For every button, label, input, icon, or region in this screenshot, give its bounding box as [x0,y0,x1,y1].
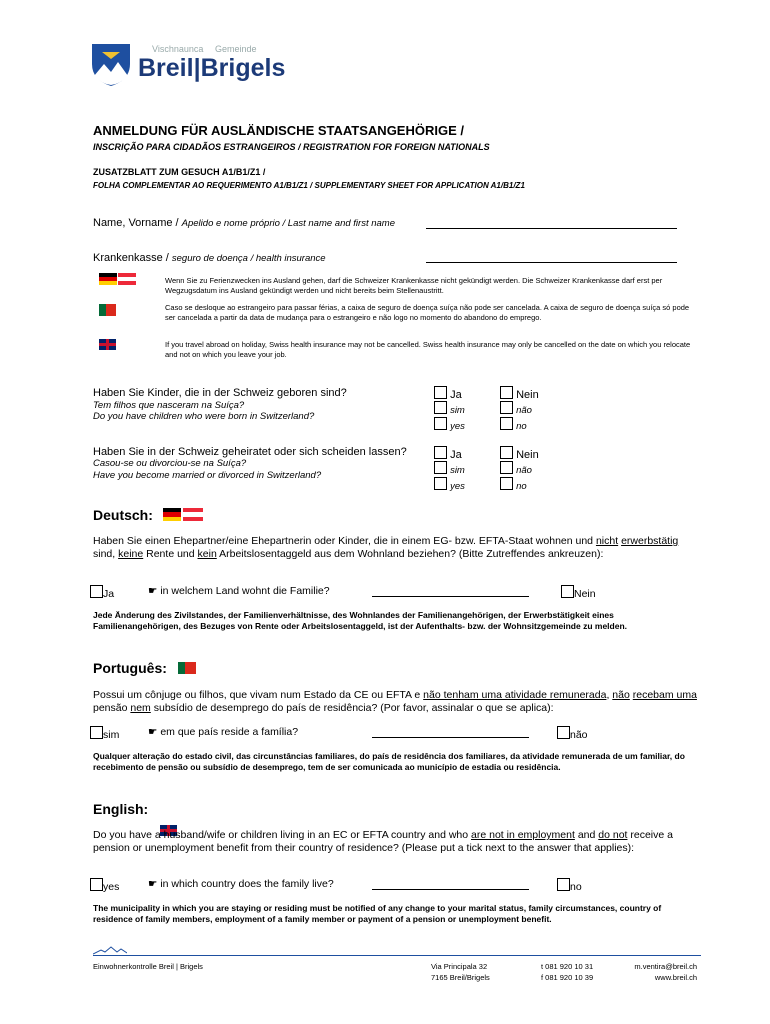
portugues-no-checkbox[interactable] [557,726,570,739]
portugues-notice: Qualquer alteração do estado civil, das circunstâncias familiares, do país de residência dos familiares, da atividade remunerada de um familiar, do recebimento de pensão ou subsídio de desemprego, tem de ser comunicada ao município de estadia ou residência. [93,751,685,772]
q2-no-checkbox[interactable] [500,446,513,459]
footer-divider [93,955,701,956]
note-en: If you travel abroad on holiday, Swiss health insurance may not be cancelled. Swiss health insurance may only be cancelled on the date on which you relocate and not on which you leave your job. [165,340,691,359]
portugues-q-recebam: recebam uma [632,689,697,701]
deutsch-q-keine: keine [118,548,144,560]
deutsch-country-input[interactable] [372,596,529,597]
portugues-q-part3: pensão [93,702,131,714]
q1-yes-en: yes [450,421,465,432]
q2-no-pt: não [516,465,532,476]
footer-fax: f 081 920 10 39 [541,973,594,982]
english-no-checkbox[interactable] [557,878,570,891]
q2-no-en: no [516,481,527,492]
deutsch-q-part4: Arbeitslosentaggeld aus dem Wohnland beziehen? (Bitte Zutreffendes ankreuzen): [216,548,604,560]
q2-no-de: Nein [516,449,539,461]
q1-no-en: no [516,421,527,432]
footer-website[interactable]: www.breil.ch [654,973,697,982]
q1-pt: Tem filhos que nasceram na Suíça? [93,400,245,411]
austrian-flag-icon-2 [183,508,203,521]
insurance-field-label [93,252,326,264]
q2-no-group [500,446,539,493]
deutsch-q-kein: kein [197,548,217,560]
q1-no-group [500,386,539,433]
portugues-q-nao: não tenham uma atividade remunerada [423,689,607,701]
q2-yes-pt: sim [450,465,465,476]
portugues-country-question: ☛ em que país reside a família? [148,726,299,738]
portugues-no-option [557,726,588,741]
deutsch-no-option [561,585,596,600]
deutsch-heading: Deutsch: [93,507,153,523]
q2-de: Haben Sie in der Schweiz geheiratet oder sich scheiden lassen? [93,446,407,458]
english-yes-option [90,878,119,893]
supplement-title: ZUSATZBLATT ZUM GESUCH A1/B1/Z1 / [93,167,266,177]
portugues-q-part4: subsídio de desemprego do país de residência? (Por favor, assinalar o que se aplica): [150,702,554,714]
q1-yes-de: Ja [450,389,462,401]
form-title: ANMELDUNG FÜR AUSLÄNDISCHE STAATSANGEHÖRIGE / [93,123,464,138]
portugues-heading: Português: [93,660,167,676]
q2-yes-de: Ja [450,449,462,461]
deutsch-q-part2: sind, [93,548,119,560]
portugues-q-part2: , [606,689,613,701]
uk-flag-icon [99,339,116,350]
portugues-country-input[interactable] [372,737,529,738]
english-no-label: no [570,881,582,893]
english-yes-label: yes [103,881,120,893]
english-yes-checkbox[interactable] [90,878,103,891]
coat-of-arms-icon [90,42,132,88]
footer-city: 7165 Breil/Brigels [431,973,490,982]
portugues-question [93,689,703,715]
q1-no-checkbox[interactable] [500,386,513,399]
deutsch-country-question: ☛ in welchem Land wohnt die Familie? [148,585,330,597]
logo-name-left: Breil [138,54,194,82]
note-pt: Caso se desloque ao estrangeiro para passar férias, a caixa de seguro de doença suíça não pode ser cancelada. A caixa de seguro de doença suíça só pode ser cancelada a partir da data de mudança para o estrangeiro e não logo no momento do abandono do emprego. [165,303,690,322]
deutsch-q-part3: Rente und [143,548,198,560]
english-q-part1: Do you have a husband/wife or children living in an EC or EFTA country and who [93,829,472,841]
insurance-label-de: Krankenkasse / [93,252,172,264]
q2-yes-group [434,446,465,493]
q1-yes-checkbox[interactable] [434,386,447,399]
german-flag-icon-2 [163,508,181,521]
deutsch-yes-label: Ja [103,588,115,600]
english-country-input[interactable] [372,889,529,890]
deutsch-no-label: Nein [574,588,596,600]
portugues-yes-checkbox[interactable] [90,726,103,739]
english-q-donot: do not [598,829,628,841]
insurance-label-it: seguro de doença / health insurance [171,253,326,264]
q2-en: Have you become married or divorced in Switzerland? [93,470,322,481]
portuguese-flag-icon-2 [178,662,196,674]
deutsch-no-checkbox[interactable] [561,585,574,598]
q2-sim-checkbox[interactable] [434,461,447,474]
q1-en: Do you have children who were born in Switzerland? [93,411,315,422]
english-no-option [557,878,582,893]
logo-name-right: Brigels [200,54,286,82]
name-input-line[interactable] [426,228,677,229]
portugues-q-nem: nem [130,702,151,714]
portuguese-flag-icon [99,304,116,316]
q1-yes-en-checkbox[interactable] [434,417,447,430]
deutsch-yes-option [90,585,114,600]
q2-yes-en-checkbox[interactable] [434,477,447,490]
municipality-logo [90,42,310,88]
q1-de: Haben Sie Kinder, die in der Schweiz geboren sind? [93,387,347,399]
q1-sim-checkbox[interactable] [434,401,447,414]
english-country-question: ☛ in which country does the family live? [148,878,334,890]
footer-email[interactable]: m.ventira@breil.ch [634,962,697,971]
portugues-no-label: não [570,729,588,741]
q2-nao-checkbox[interactable] [500,461,513,474]
deutsch-q-erwerb: erwerbstätig [621,535,679,547]
deutsch-q-nicht: nicht [595,535,619,547]
note-de: Wenn Sie zu Ferienzwecken ins Ausland gehen, darf die Schweizer Krankenkasse nicht gekündigt werden. Die Schweizer Krankenkasse darf erst per Wegzugsdatum ins Ausland gekündigt werden und nicht bereits beim Stellenaustritt. [165,276,663,295]
english-q-notemp: are not in employment [471,829,575,841]
deutsch-yes-checkbox[interactable] [90,585,103,598]
portugues-yes-option [90,726,119,741]
footer-phone: t 081 920 10 31 [541,962,594,971]
deutsch-notice: Jede Änderung des Zivilstandes, der Familienverhältnisse, des Wohnlandes der Familienangehörigen, der Erwerbstätigkeit eines Familienangehörigen, des Bezuges von Rente oder Arbeitslosentaggeld, ist der Aufenthalts- bzw. der Wohnsitzgemeinde zu melden. [93,610,628,631]
q2-no-en-checkbox[interactable] [500,477,513,490]
q1-nao-checkbox[interactable] [500,401,513,414]
supplement-subtitle: FOLHA COMPLEMENTAR AO REQUERIMENTO A1/B1/Z1 / SUPPLEMENTARY SHEET FOR APPLICATION A1/B1/Z1 [93,181,525,190]
logo-name: Breil|Brigels [138,54,286,82]
english-q-part3: receive a pension or unemployment benefit from their country of residence? (Please put a tick next to the answer that applies): [93,829,673,854]
logo-region-label: Vischnaunca [152,44,204,54]
portugues-q-nao2: não [612,689,630,701]
portugues-q-part1: Possui um cônjuge ou filhos, que vivam num Estado da CE ou EFTA e [93,689,424,701]
q2-yes-en: yes [450,481,465,492]
portugues-yes-label: sim [103,729,120,741]
footer-street: Via Principala 32 [431,962,488,971]
name-label-it: Apelido e nome próprio / Last name and first name [181,218,395,229]
q1-yes-group [434,386,465,433]
deutsch-q-part1: Haben Sie einen Ehepartner/eine Ehepartnerin oder Kinder, die in einem EG- bzw. EFTA-Staat wohnen und [93,535,596,547]
q1-yes-pt: sim [450,405,465,416]
q2-yes-checkbox[interactable] [434,446,447,459]
name-label-de: Name, Vorname / [93,217,182,229]
q2-pt: Casou-se ou divorciou-se na Suíça? [93,458,247,469]
footer-department: Einwohnerkontrolle Breil | Brigels [93,962,203,971]
german-flag-icon [99,273,117,285]
q1-no-en-checkbox[interactable] [500,417,513,430]
english-heading: English: [93,801,149,817]
english-question [93,829,703,855]
deutsch-question [93,535,703,561]
austrian-flag-icon [118,273,136,285]
english-q-part2: and [574,829,599,841]
form-subtitle: INSCRIÇÃO PARA CIDADÃOS ESTRANGEIROS / REGISTRATION FOR FOREIGN NATIONALS [93,142,490,152]
insurance-input-line[interactable] [426,262,677,263]
logo-region-label-2: Gemeinde [215,44,257,54]
q1-no-pt: não [516,405,532,416]
english-notice: The municipality in which you are staying or residing must be notified of any change to your marital status, family circumstances, country of residence of family members, employment of a family member or payment of a pension or unemployment benefit. [93,903,662,924]
name-field-label [93,217,395,229]
q1-no-de: Nein [516,389,539,401]
